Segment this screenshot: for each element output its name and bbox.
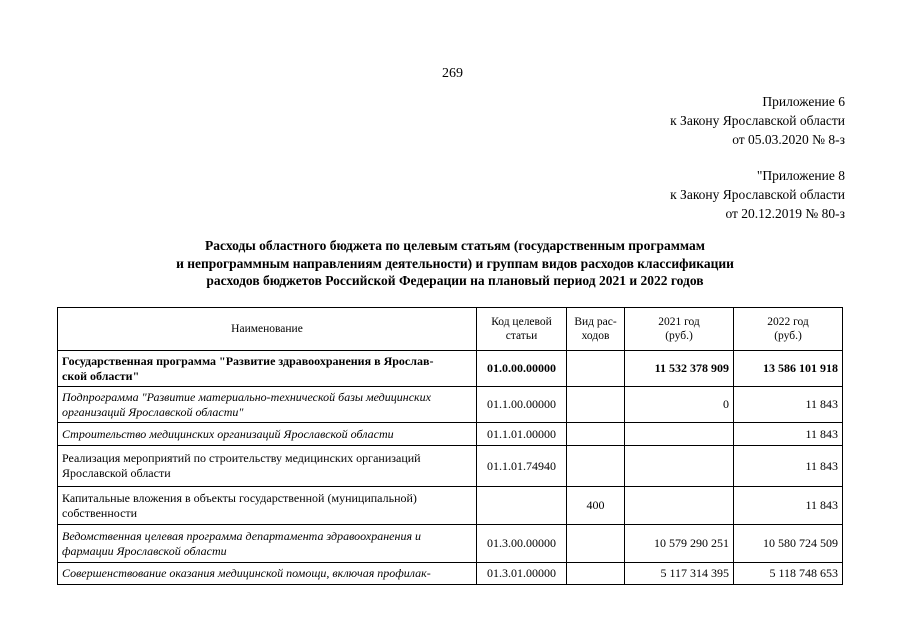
row-vid [567,387,625,423]
row-2022: 11 843 [734,387,843,423]
table-row [58,446,843,487]
table-row [58,487,843,525]
row-code: 01.1.00.00000 [477,387,567,423]
row-name: Капитальные вложения в объекты государственной (муниципальной) собственности [58,487,477,525]
row-name: Совершенствование оказания медицинской помощи, включая профилак- [58,563,477,585]
row-code: 01.1.01.74940 [477,446,567,487]
row-name: Государственная программа "Развитие здравоохранения в Ярослав- ской области" [58,351,477,387]
row-2022: 11 843 [734,446,843,487]
row-2022: 13 586 101 918 [734,351,843,387]
table-row [58,525,843,563]
row-2021 [625,423,734,446]
header-2021: 2021 год (руб.) [625,308,734,351]
table-row [58,563,843,585]
document-title [60,237,850,290]
table-row [58,387,843,423]
table-row [58,423,843,446]
page-number: 269 [442,66,463,81]
row-name: Строительство медицинских организаций Ярославской области [58,423,477,446]
title-line3: расходов бюджетов Российской Федерации на плановый период 2021 и 2022 годов [206,273,704,288]
row-2021 [625,446,734,487]
row-2021: 5 117 314 395 [625,563,734,585]
header-name: Наименование [58,308,477,351]
row-code [477,487,567,525]
row-name: Подпрограмма "Развитие материально-технической базы медицинских организаций Ярославской области" [58,387,477,423]
row-2022: 5 118 748 653 [734,563,843,585]
row-2021: 10 579 290 251 [625,525,734,563]
row-code: 01.3.00.00000 [477,525,567,563]
row-2021: 11 532 378 909 [625,351,734,387]
header-vid: Вид рас- ходов [567,308,625,351]
row-code: 01.1.01.00000 [477,423,567,446]
table-header-row [58,308,843,351]
row-vid [567,563,625,585]
header-code: Код целевой статьи [477,308,567,351]
row-2021: 0 [625,387,734,423]
title-line1: Расходы областного бюджета по целевым статьям (государственным программам [205,238,705,253]
row-2022: 11 843 [734,423,843,446]
appendix-current-line1: Приложение 6 [762,94,845,109]
appendix-previous [670,166,845,223]
row-code: 01.3.01.00000 [477,563,567,585]
table-row [58,351,843,387]
row-2022: 10 580 724 509 [734,525,843,563]
row-2021 [625,487,734,525]
row-vid [567,446,625,487]
row-vid [567,525,625,563]
header-2022: 2022 год (руб.) [734,308,843,351]
appendix-current [670,92,845,149]
row-2022: 11 843 [734,487,843,525]
row-code: 01.0.00.00000 [477,351,567,387]
expenditure-table [57,307,843,585]
title-line2: и непрограммным направлениям деятельности) и группам видов расходов классификации [176,255,734,271]
row-vid [567,423,625,446]
appendix-previous-line1: "Приложение 8 [756,168,845,183]
row-vid [567,351,625,387]
row-name: Ведомственная целевая программа департамента здравоохранения и фармации Ярославской области [58,525,477,563]
row-name: Реализация мероприятий по строительству медицинских организаций Ярославской области [58,446,477,487]
appendix-previous-line2: к Закону Ярославской области [670,187,845,202]
appendix-previous-line3: от 20.12.2019 № 80-з [725,206,845,221]
row-vid: 400 [567,487,625,525]
appendix-current-line3: от 05.03.2020 № 8-з [732,132,845,147]
appendix-current-line2: к Закону Ярославской области [670,113,845,128]
